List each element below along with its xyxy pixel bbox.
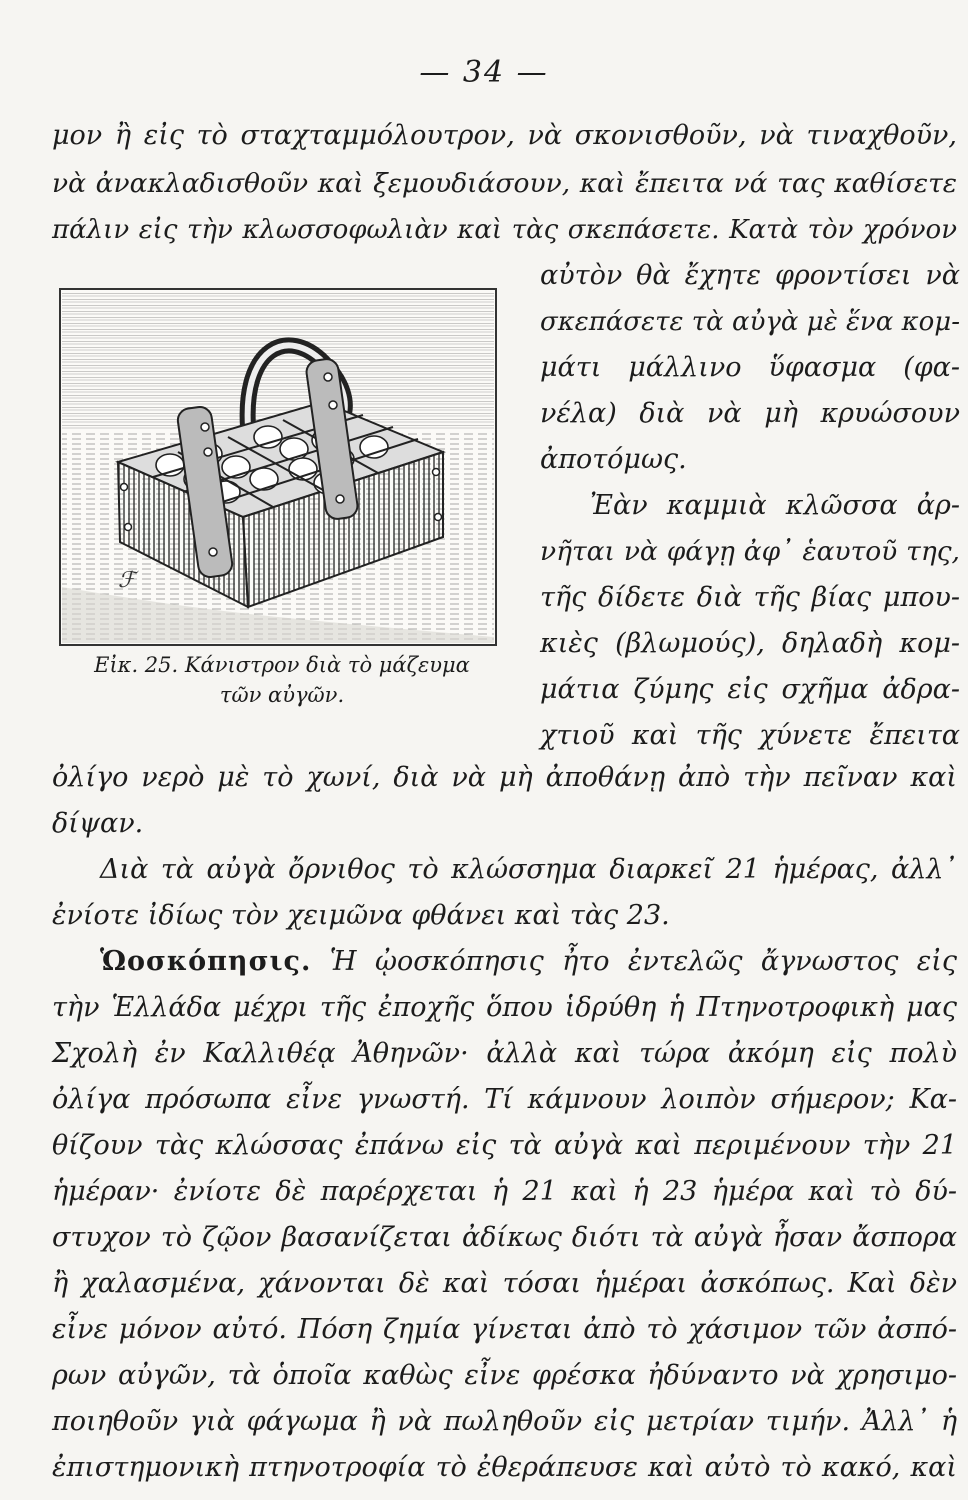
text-line: ἀποτόμως. bbox=[540, 444, 687, 475]
section-first-line bbox=[100, 944, 957, 980]
text-line: Διὰ τὰ αὐγὰ ὄρνιθος τὸ κλώσσημα διαρκεῖ 21 ἡμέρας, ἀλλ᾽ bbox=[100, 854, 957, 885]
text-line: εἶνε μόνον αὐτό. Πόση ζημία γίνεται ἀπὸ τὸ χάσιμον τῶν ἀσπό- bbox=[52, 1314, 957, 1345]
text-line: δίψαν. bbox=[52, 808, 144, 839]
text-line: ἐνίοτε ἰδίως τὸν χειμῶνα φθάνει καὶ τὰς 23. bbox=[52, 900, 670, 931]
text-line: Ἐὰν καμμιὰ κλῶσσα ἀρ- bbox=[590, 490, 960, 521]
text-line: νέλα) διὰ νὰ μὴ κρυώσουν bbox=[540, 398, 960, 429]
text-line: ποιηθοῦν γιὰ φάγωμα ἢ νὰ πωληθοῦν εἰς μετρίαν τιμήν. Ἀλλ᾽ ἡ bbox=[52, 1406, 957, 1437]
figure-caption bbox=[62, 650, 502, 710]
text-line: μάτι μάλλινο ὕφασμα (φα- bbox=[540, 352, 960, 383]
text-line: ἢ χαλασμένα, χάνονται δὲ καὶ τόσαι ἡμέραι ἀσκόπως. Καὶ δὲν bbox=[52, 1268, 957, 1299]
text-line: ὀλίγο νερὸ μὲ τὸ χωνί, διὰ νὰ μὴ ἀποθάνῃ ἀπὸ τὴν πεῖναν καὶ bbox=[52, 762, 957, 793]
text-line: τῆς δίδετε διὰ τῆς βίας μπου- bbox=[540, 582, 960, 613]
svg-text:ℱ: ℱ bbox=[118, 568, 136, 593]
text-line: ὀλίγα πρόσωπα εἶνε γνωστή. Τί κάμνουν λοιπὸν σήμερον; Κα- bbox=[52, 1084, 957, 1115]
caption-line: τῶν αὐγῶν. bbox=[219, 683, 345, 707]
text-line: θίζουν τὰς κλώσσας ἐπάνω εἰς τὰ αὐγὰ καὶ περιμένουν τὴν 21 bbox=[52, 1130, 957, 1161]
text-line: ρων αὐγῶν, τὰ ὁποῖα καθὼς εἶνε φρέσκα ἠδύναντο νὰ χρησιμο- bbox=[52, 1360, 957, 1391]
text-line: νὰ ἀνακλαδισθοῦν καὶ ξεμουδιάσουν, καὶ ἔπειτα νά τας καθίσετε bbox=[52, 168, 957, 199]
page-number: — 34 — bbox=[419, 55, 549, 90]
text-line: μάτια ζύμης εἰς σχῆμα ἀδρα- bbox=[540, 674, 960, 705]
text-line: στυχον τὸ ζῷον βασανίζεται ἀδίκως διότι τὰ αὐγὰ ἦσαν ἄσπορα bbox=[52, 1222, 957, 1253]
text-line: πάλιν εἰς τὴν κλωσσοφωλιὰν καὶ τὰς σκεπάσετε. Κατὰ τὸν χρόνον bbox=[52, 215, 957, 245]
text-line: τὴν Ἑλλάδα μέχρι τῆς ἐποχῆς ὅπου ἱδρύθη ἡ Πτηνοτροφικὴ μας bbox=[52, 992, 957, 1023]
text-line: κιὲς (βλωμούς), δηλαδὴ κομ- bbox=[540, 628, 960, 659]
section-heading: Ὡοσκόπησις. bbox=[100, 946, 312, 977]
text-line: νῆται νὰ φάγῃ ἀφ᾽ ἑαυτοῦ της, bbox=[540, 536, 960, 567]
text-line: ἐπιστημονικὴ πτηνοτροφία τὸ ἐθεράπευσε καὶ αὐτὸ τὸ κακό, καὶ bbox=[52, 1452, 957, 1483]
egg-basket-illustration bbox=[58, 287, 498, 647]
text-line: σκεπάσετε τὰ αὐγὰ μὲ ἕνα κομ- bbox=[540, 307, 960, 337]
text-line: χτιοῦ καὶ τῆς χύνετε ἔπειτα bbox=[540, 720, 960, 751]
text-line: αὐτὸν θὰ ἔχητε φροντίσει νὰ bbox=[540, 260, 960, 291]
section-first-line-text: Ἡ ᾠοσκόπησις ἦτο ἐντελῶς ἄγνωστος εἰς bbox=[329, 946, 957, 977]
text-line: ἡμέραν· ἐνίοτε δὲ παρέρχεται ἡ 21 καὶ ἡ 23 ἡμέρα καὶ τὸ δύ- bbox=[52, 1176, 957, 1207]
text-line: μον ἢ εἰς τὸ σταχταμμόλουτρον, νὰ σκονισθοῦν, νὰ τιναχθοῦν, bbox=[52, 120, 957, 151]
caption-line: Εἰκ. 25. Κάνιστρον διὰ τὸ μάζευμα bbox=[94, 653, 470, 677]
text-line: Σχολὴ ἐν Καλλιθέᾳ Ἀθηνῶν· ἀλλὰ καὶ τώρα ἀκόμη εἰς πολὺ bbox=[52, 1038, 957, 1069]
